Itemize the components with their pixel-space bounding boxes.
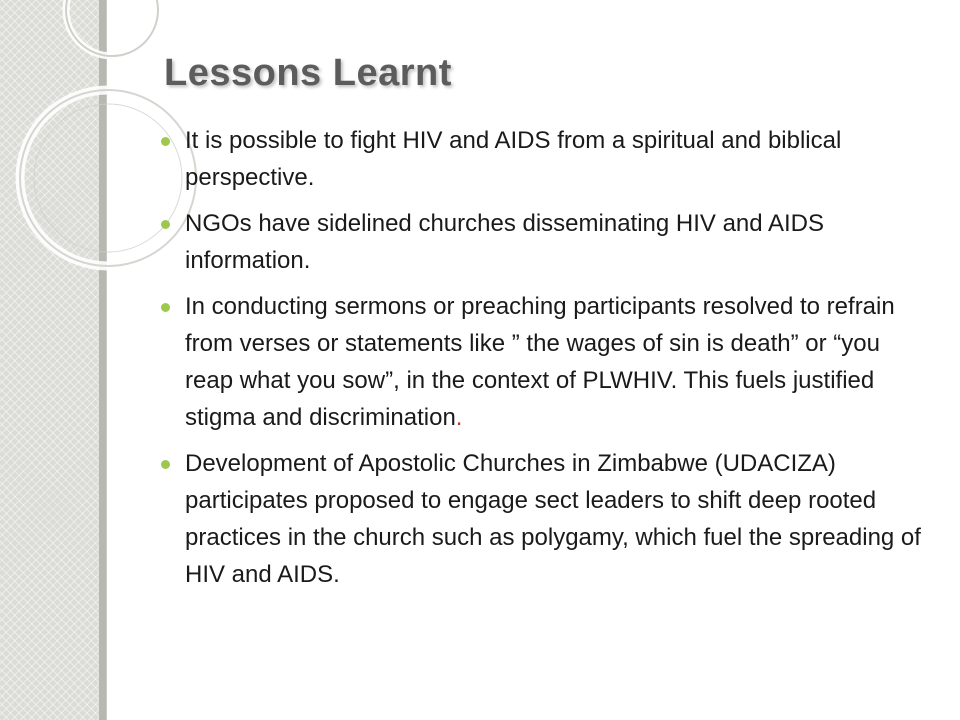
- bullet-item: [160, 288, 930, 436]
- bullet-dot-icon: [161, 220, 170, 229]
- bullet-dot-icon: [161, 460, 170, 469]
- bullet-item: [160, 445, 930, 593]
- bullet-text: NGOs have sidelined churches disseminating HIV and AIDS information.: [185, 210, 824, 274]
- accent-period: .: [455, 404, 463, 431]
- bullet-dot-icon: [161, 137, 170, 146]
- slide-title: Lessons Learnt: [164, 52, 452, 94]
- bullet-dot-icon: [161, 303, 170, 312]
- bullet-item: [160, 205, 930, 279]
- bullet-item: [160, 122, 930, 196]
- bullet-text: In conducting sermons or preaching participants resolved to refrain from verses or statements like ” the wages of sin is death” or “you reap what you sow”, in the context of PLWHIV. This fuels justified stigma and discrimination: [185, 293, 895, 431]
- bullet-list: [160, 122, 930, 602]
- bullet-text: It is possible to fight HIV and AIDS from a spiritual and biblical perspective.: [185, 127, 842, 191]
- bullet-text: Development of Apostolic Churches in Zimbabwe (UDACIZA) participates proposed to engage sect leaders to shift deep rooted practices in the church such as polygamy, which fuel the spreading of HIV and AIDS.: [185, 450, 921, 588]
